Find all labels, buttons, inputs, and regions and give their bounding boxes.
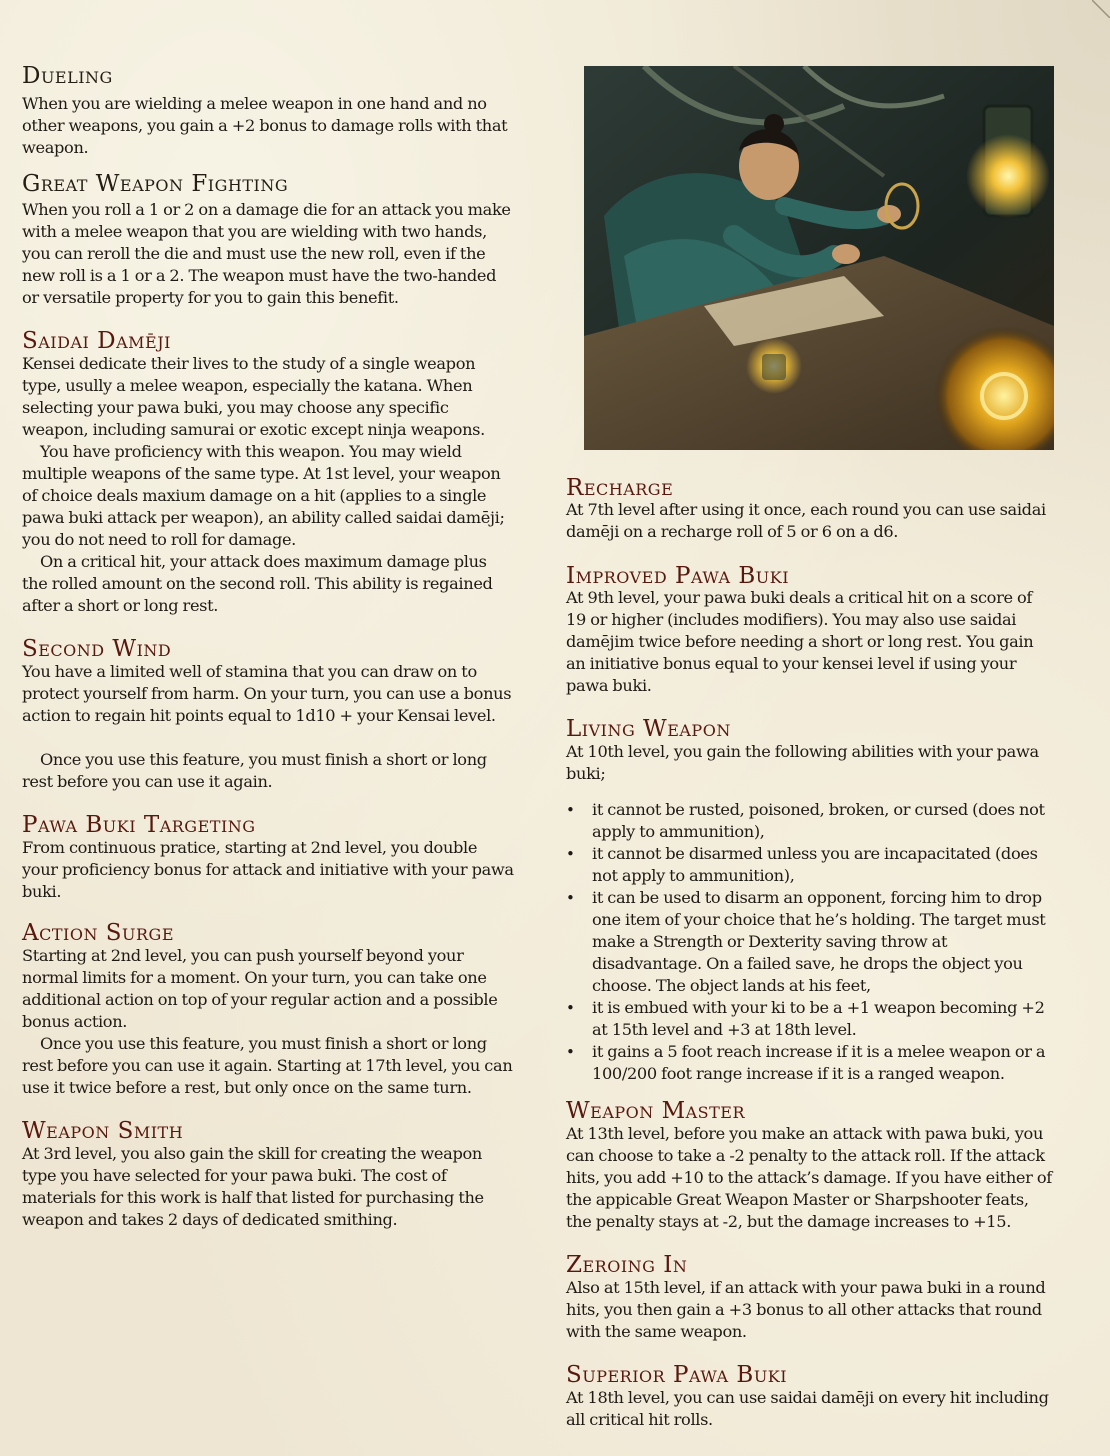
action-surge-heading: Action Surge	[22, 920, 175, 946]
list-item: • it gains a 5 foot reach increase if it is a melee weapon or a 100/200 foot range increase if it is a ranged weapon.	[566, 1042, 1046, 1083]
dueling-heading: Dueling	[22, 63, 113, 89]
list-item: • it cannot be rusted, poisoned, broken, or cursed (does not apply to ammunition),	[566, 800, 1045, 841]
list-item: • it can be used to disarm an opponent, forcing him to drop one item of your choice that he’s holding. The target must make a Strength or Dexterity saving throw at disadvantage. On a failed save, he drops the object you choose. The object lands at his feet,	[566, 888, 1046, 995]
dueling-text: When you are wielding a melee weapon in one hand and no other weapons, you gain a +2 bonus to damage rolls with that weapon.	[22, 94, 508, 157]
improved-text: At 9th level, your pawa buki deals a critical hit on a score of 19 or higher (includes modifiers). You may also use saidai damējim twice before needing a short or long rest. You gain an initiative bonus equal to your kensei level if using your pawa buki.	[566, 588, 1034, 695]
page-corner-icon	[1092, 0, 1110, 18]
bullet-icon: •	[566, 801, 575, 819]
recharge-heading: Recharge	[566, 475, 674, 501]
list-item: • it cannot be disarmed unless you are incapacitated (does not apply to ammunition),	[566, 844, 1038, 885]
saidai-text-1: Kensei dedicate their lives to the study of a single weapon type, usully a melee weapon, especially the katana. When selecting your pawa buki, you may choose any specific weapon, including samurai or exotic except ninja weapons.	[22, 354, 485, 439]
weapon-master-heading: Weapon Master	[566, 1098, 746, 1124]
illustration-artwork	[584, 66, 1054, 450]
living-weapon-text: At 10th level, you gain the following abilities with your pawa buki;	[566, 742, 1039, 783]
improved-heading: Improved Pawa Buki	[566, 563, 790, 589]
second-wind-text-1: You have a limited well of stamina that you can draw on to protect yourself from harm. On your turn, you can use a bonus action to regain hit points equal to 1d10 + your Kensai level.	[22, 662, 512, 725]
recharge-text: At 7th level after using it once, each round you can use saidai damēji on a recharge roll of 5 or 6 on a d6.	[566, 500, 1046, 541]
superior-heading: Superior Pawa Buki	[566, 1362, 788, 1388]
bullet-icon: •	[566, 999, 575, 1017]
zeroing-in-text: Also at 15th level, if an attack with your pawa buki in a round hits, you then gain a +3 bonus to all other attacks that round with the same weapon.	[566, 1278, 1046, 1341]
superior-text: At 18th level, you can use saidai damēji on every hit including all critical hit rolls.	[566, 1388, 1049, 1429]
saidai-text-3: On a critical hit, your attack does maximum damage plus the rolled amount on the second roll. This ability is regained after a short or long rest.	[22, 552, 493, 615]
living-weapon-heading: Living Weapon	[566, 716, 731, 742]
second-wind-heading: Second Wind	[22, 636, 172, 662]
great-weapon-text: When you roll a 1 or 2 on a damage die for an attack you make with a melee weapon that you are wielding with two hands, you can reroll the die and must use the new roll, even if the new roll is a 1 or a 2. The weapon must have the two-handed or versatile property for you to gain this benefit.	[22, 200, 511, 307]
action-surge-text-1: Starting at 2nd level, you can push yourself beyond your normal limits for a moment. On your turn, you can take one additional action on top of your regular action and a possible bonus action.	[22, 946, 498, 1031]
zeroing-in-heading: Zeroing In	[566, 1252, 688, 1278]
saidai-heading: Saidai Damēji	[22, 328, 171, 354]
living-weapon-list	[566, 799, 1056, 1085]
bullet-icon: •	[566, 889, 575, 907]
targeting-text: From continuous pratice, starting at 2nd level, you double your proficiency bonus for attack and initiative with your pawa buki.	[22, 838, 514, 901]
great-weapon-heading: Great Weapon Fighting	[22, 171, 289, 197]
saidai-text-2: You have proficiency with this weapon. You may wield multiple weapons of the same type. At 1st level, your weapon of choice deals maxium damage on a hit (applies to a single pawa buki attack per weapon), an ability called saidai damēji; you do not need to roll for damage.	[22, 442, 505, 549]
targeting-heading: Pawa Buki Targeting	[22, 812, 256, 838]
weapon-smith-text: At 3rd level, you also gain the skill for creating the weapon type you have selected for your pawa buki. The cost of materials for this work is half that listed for purchasing the weapon and takes 2 days of dedicated smithing.	[22, 1144, 484, 1229]
action-surge-text-2: Once you use this feature, you must finish a short or long rest before you can use it again. Starting at 17th level, you can use it twice before a rest, but only once on the same turn.	[22, 1034, 513, 1097]
weapon-smith-heading: Weapon Smith	[22, 1118, 184, 1144]
craftsman-illustration	[584, 66, 1054, 450]
list-item: • it is embued with your ki to be a +1 weapon becoming +2 at 15th level and +3 at 18th level.	[566, 998, 1045, 1039]
weapon-master-text: At 13th level, before you make an attack with pawa buki, you can choose to take a -2 penalty to the attack roll. If the attack hits, you add +10 to the attack’s damage. If you have either of the appicable Great Weapon Master or Sharpshooter feats, the penalty stays at -2, but the damage increases to +15.	[566, 1124, 1052, 1231]
bullet-icon: •	[566, 845, 575, 863]
second-wind-text-2: Once you use this feature, you must finish a short or long rest before you can use it again.	[22, 750, 487, 791]
bullet-icon: •	[566, 1043, 575, 1061]
